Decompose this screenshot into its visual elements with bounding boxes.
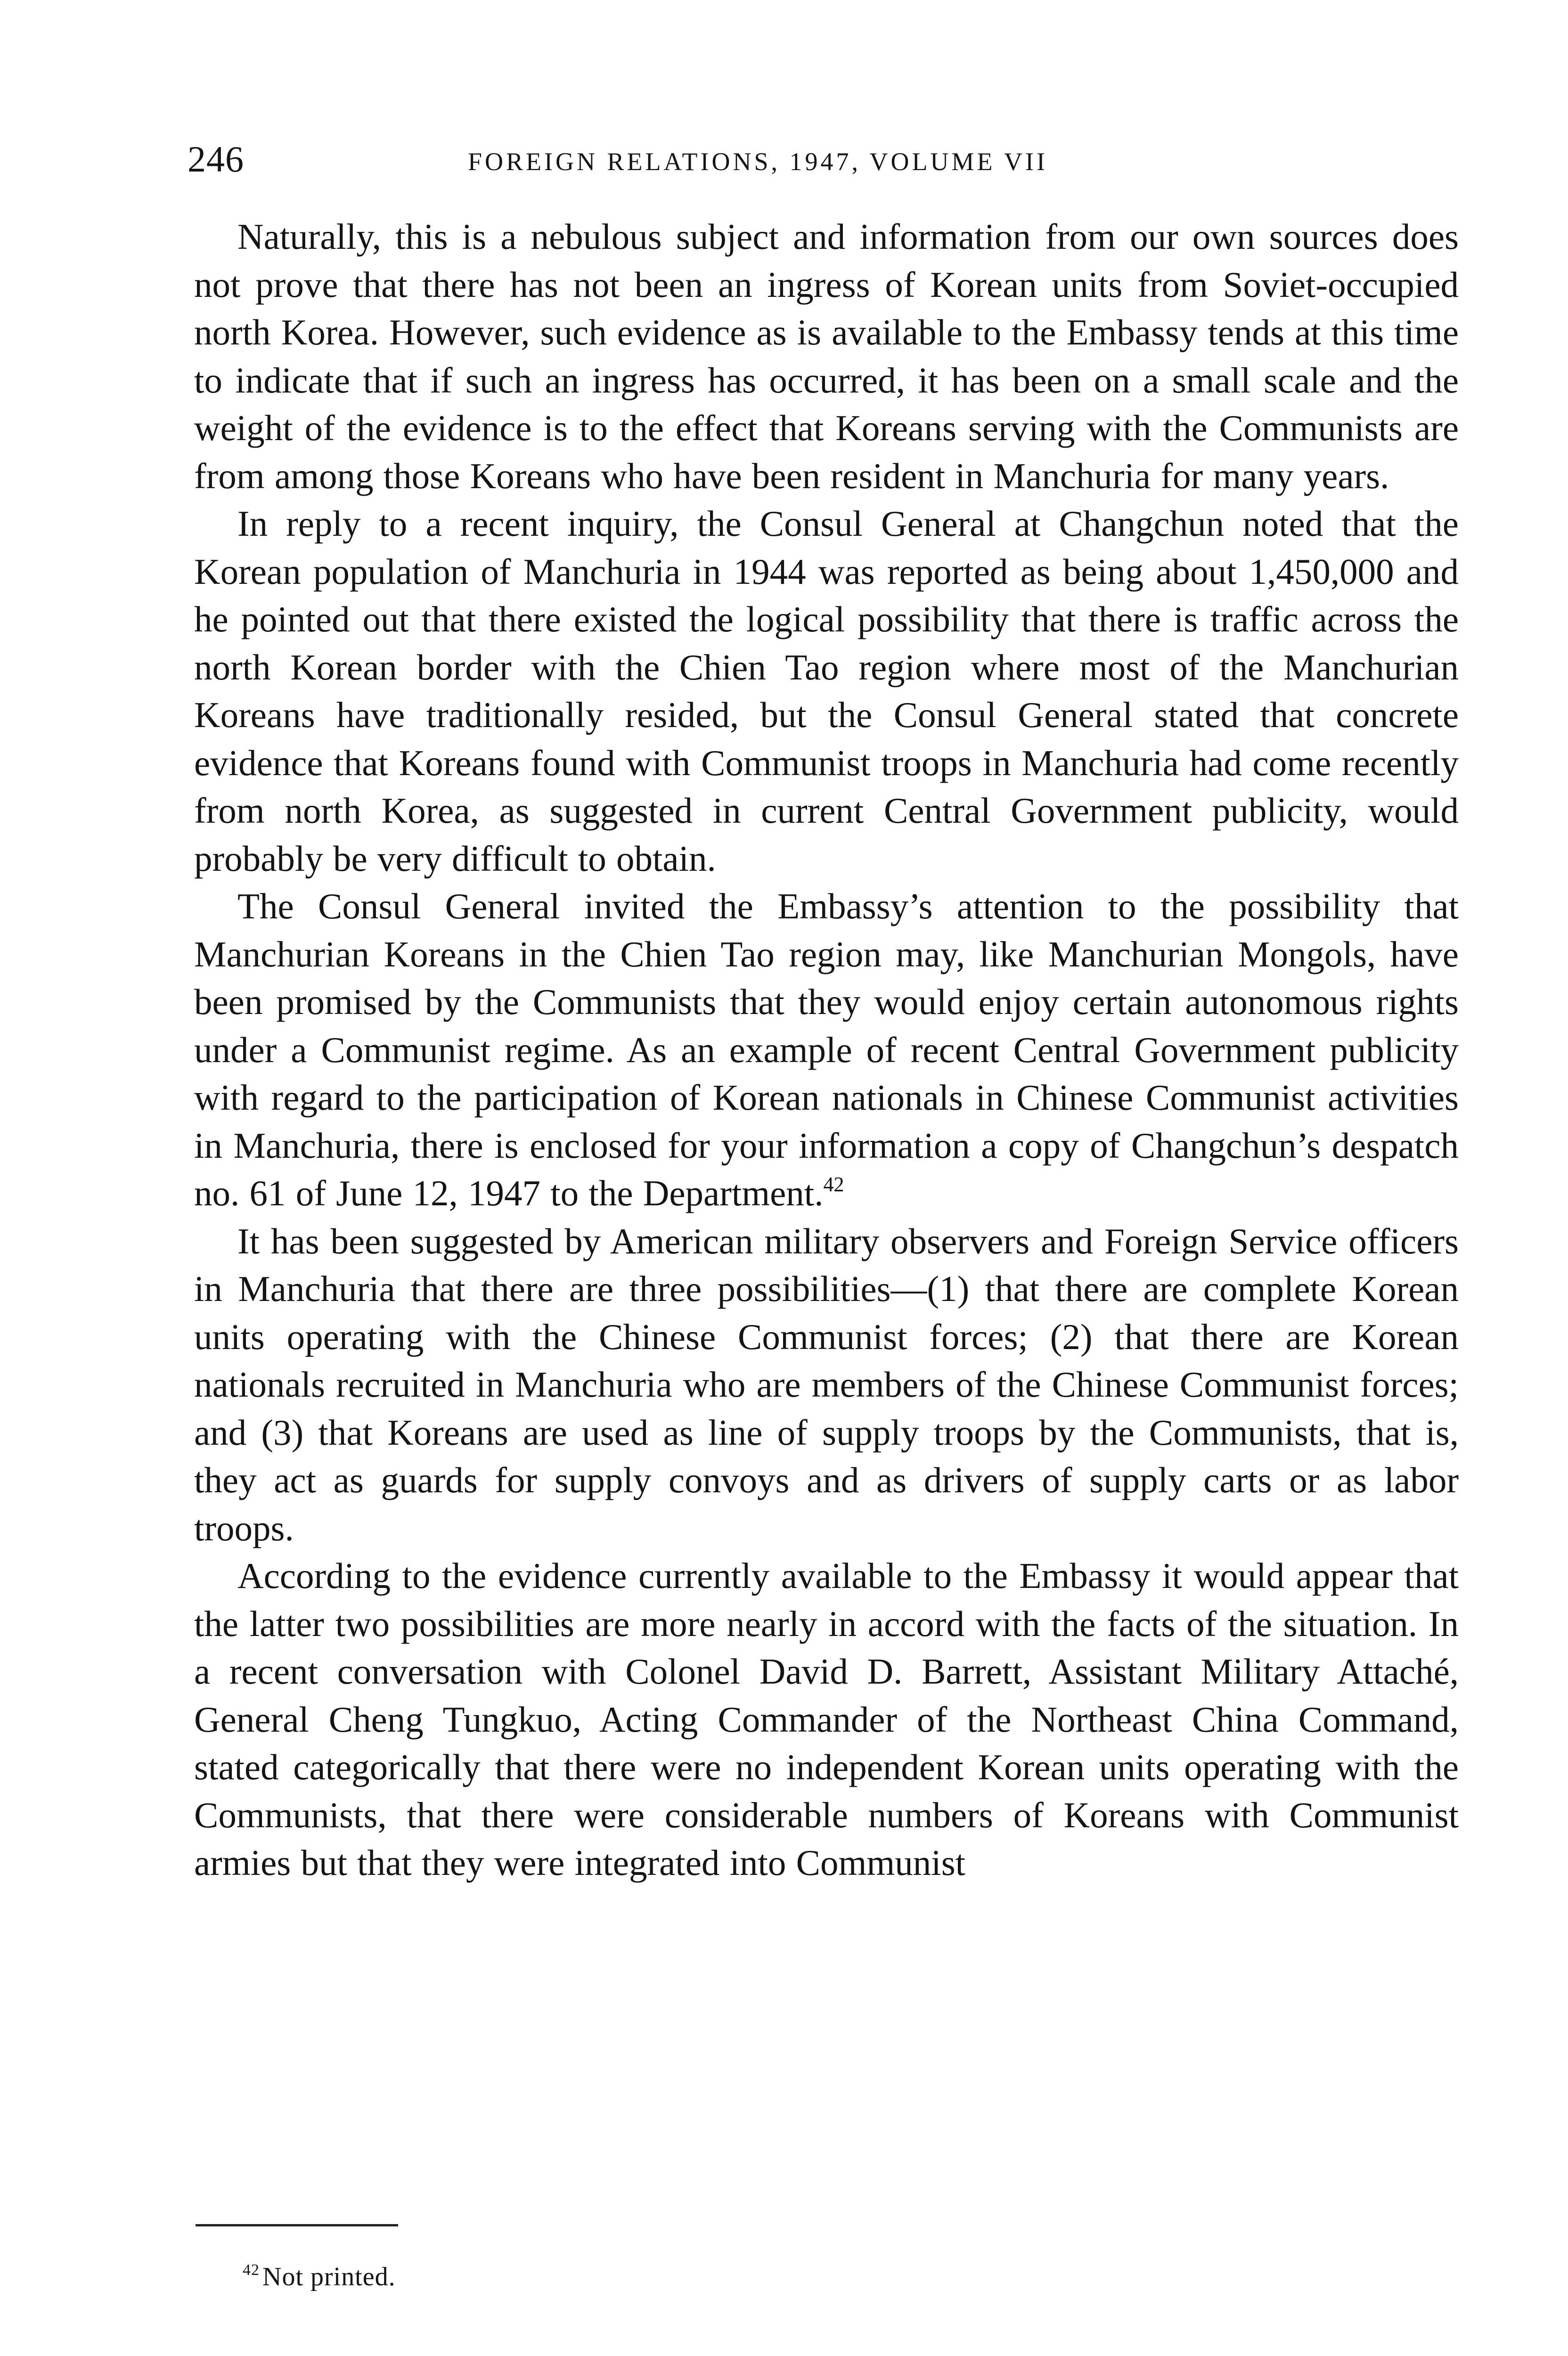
paragraph-text: It has been suggested by American military observers and Foreign Service officers in Manchuria that there are three possibilities—(1) that there are complete Korean units operating with the Chinese Communist forces; (2) that there are Korean nationals recruited in Manchuria who are members of the Chinese Communist forces; and (3) that Koreans are used as line of supply troops by the Communists, that is, they act as guards for supply convoys and as drivers of supply carts or as labor troops. bbox=[194, 1220, 1459, 1548]
footnote-divider bbox=[196, 2224, 398, 2226]
paragraph-text: Naturally, this is a nebulous subject and information from our own sources does not prove that there has not been an ingress of Korean units from Soviet-occupied north Korea. However, such evidence as is available to the Embassy tends at this time to indicate that if such an ingress has occurred, it has been on a small scale and the weight of the evidence is to the effect that Koreans serving with the Communists are from among those Koreans who have been resident in Manchuria for many years. bbox=[194, 216, 1459, 496]
paragraph bbox=[194, 1552, 1459, 1887]
running-title: FOREIGN RELATIONS, 1947, VOLUME VII bbox=[468, 147, 1048, 176]
paragraph bbox=[194, 883, 1459, 1218]
paragraph-text: According to the evidence currently available to the Embassy it would appear that the latter two possibilities are more nearly in accord with the facts of the situation. In a recent conversation with Colonel David D. Barrett, Assistant Military Attaché, General Cheng Tungkuo, Acting Commander of the Northeast China Command, stated categorically that there were no independent Korean units operating with the Communists, that there were considerable numbers of Koreans with Communist armies but that they were integrated into Communist bbox=[194, 1555, 1459, 1883]
footnote-marker: 42 bbox=[243, 2261, 260, 2279]
paragraph-text: In reply to a recent inquiry, the Consul General at Changchun noted that the Korean population of Manchuria in 1944 was reported as being about 1,450,000 and he pointed out that there existed the logical possibility that there is traffic across the north Korean border with the Chien Tao region where most of the Manchurian Koreans have traditionally resided, but the Consul General stated that concrete evidence that Koreans found with Communist troops in Manchuria had come recently from north Korea, as suggested in current Central Government publicity, would probably be very difficult to obtain. bbox=[194, 503, 1459, 879]
footnote-reference: 42 bbox=[823, 1173, 844, 1196]
footnote bbox=[243, 2251, 396, 2296]
footnote-text: Not printed. bbox=[262, 2262, 396, 2291]
paragraph bbox=[194, 213, 1459, 500]
body-text bbox=[194, 213, 1459, 1887]
page-number: 246 bbox=[188, 139, 244, 180]
paragraph bbox=[194, 1218, 1459, 1553]
paragraph bbox=[194, 500, 1459, 883]
paragraph-text: The Consul General invited the Embassy’s attention to the possibility that Manchurian Koreans in the Chien Tao region may, like Manchurian Mongols, have been promised by the Communists that they would enjoy certain autonomous rights under a Communist regime. As an example of recent Central Government publicity with regard to the participation of Korean nationals in Chinese Communist activities in Manchuria, there is enclosed for your information a copy of Changchun’s despatch no. 61 of June 12, 1947 to the Department. bbox=[194, 886, 1459, 1213]
running-head bbox=[188, 136, 1455, 192]
